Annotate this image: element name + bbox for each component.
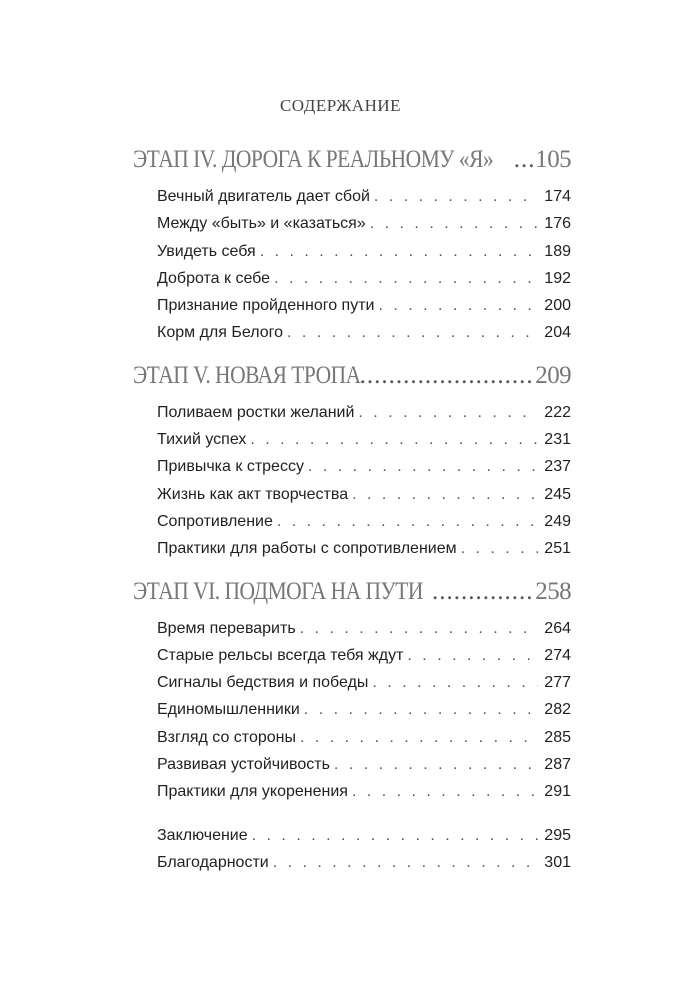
toc-entry[interactable] [157, 508, 571, 535]
toc-entry[interactable] [157, 615, 571, 642]
page-title: СОДЕРЖАНИЕ [279, 96, 402, 115]
toc-entry[interactable] [157, 535, 571, 562]
dot-leader [252, 822, 539, 849]
toc-entry[interactable] [157, 822, 571, 849]
toc-label: Между «быть» и «казаться» [157, 215, 366, 233]
page-number: 301 [544, 853, 571, 871]
page-number: 176 [544, 215, 571, 233]
page-number: 251 [544, 540, 571, 558]
dot-leader [374, 183, 538, 210]
dot-leader [360, 359, 534, 393]
dot-leader [514, 143, 534, 177]
toc-entry[interactable] [157, 751, 571, 778]
dot-leader [287, 319, 538, 346]
dot-leader [304, 696, 539, 723]
toc-entry[interactable] [157, 696, 571, 723]
toc-label: Практики для работы с сопротивлением [157, 540, 457, 558]
page-number: 291 [544, 783, 571, 801]
page-number: 258 [535, 577, 571, 605]
dot-leader [352, 778, 538, 805]
toc-label: Тихий успех [157, 431, 247, 449]
toc-entry[interactable] [157, 481, 571, 508]
page-number: 222 [544, 403, 571, 421]
toc-entry[interactable] [157, 319, 571, 346]
toc-label: ЭТАП V. НОВАЯ ТРОПА [133, 361, 361, 389]
toc-label: Доброта к себе [157, 269, 271, 287]
toc-entry[interactable] [157, 426, 571, 453]
dot-leader [273, 849, 539, 876]
toc-entry[interactable] [157, 238, 571, 265]
dot-leader [308, 453, 538, 480]
toc-label: Привычка к стрессу [157, 458, 304, 476]
toc-label: Взгляд со стороны [157, 728, 296, 746]
dot-leader [300, 615, 539, 642]
toc-label: Корм для Белого [157, 324, 284, 342]
page-number: 277 [544, 674, 571, 692]
toc-label: Единомышленники [157, 701, 300, 719]
page-number: 209 [535, 361, 571, 389]
toc-label: Сопротивление [157, 512, 273, 530]
toc-section [133, 575, 571, 806]
dot-leader [370, 210, 539, 237]
dot-leader [378, 292, 538, 319]
page-number: 237 [544, 458, 571, 476]
toc-label: Сигналы бедствия и победы [157, 674, 369, 692]
dot-leader [352, 481, 538, 508]
page-number: 287 [544, 756, 571, 774]
toc-label: Вечный двигатель дает сбой [157, 188, 370, 205]
page-number: 285 [544, 728, 571, 746]
toc-section [133, 359, 571, 563]
dot-leader [277, 508, 538, 535]
dot-leader [432, 575, 533, 609]
page-number: 282 [544, 701, 571, 719]
toc-label: Заключение [157, 826, 248, 844]
toc-label: Практики для укоренения [157, 783, 348, 801]
toc-entry[interactable] [157, 210, 571, 237]
page-number: 189 [544, 242, 571, 260]
toc-entry[interactable] [157, 849, 571, 876]
dot-leader [274, 265, 538, 292]
toc-label: Старые рельсы всегда тебя ждут [157, 646, 404, 664]
page-number: 295 [544, 826, 571, 844]
toc-section [133, 143, 571, 347]
toc-tail [133, 822, 571, 877]
page-number: 105 [535, 146, 571, 173]
dot-leader [250, 426, 538, 453]
page-number: 200 [544, 297, 571, 315]
page-number: 192 [544, 269, 571, 287]
page-number: 245 [544, 485, 571, 503]
dot-leader [407, 642, 538, 669]
dot-leader [372, 669, 538, 696]
dot-leader [334, 751, 538, 778]
page-number: 231 [544, 431, 571, 449]
toc-label: Время переварить [157, 619, 296, 637]
page-number: 249 [544, 512, 571, 530]
page-number: 264 [544, 619, 571, 637]
dot-leader [461, 535, 539, 562]
toc-entry[interactable] [157, 642, 571, 669]
page-number: 204 [544, 324, 571, 342]
toc-label: Жизнь как акт творчества [157, 485, 349, 503]
toc-label: Увидеть себя [157, 242, 256, 260]
section-heading[interactable] [133, 143, 571, 177]
toc-entry[interactable] [157, 453, 571, 480]
toc-entry[interactable] [157, 292, 571, 319]
section-heading[interactable] [133, 575, 571, 609]
dot-leader [260, 238, 539, 265]
toc-entry[interactable] [157, 669, 571, 696]
dot-leader [300, 724, 538, 751]
page-number: 274 [544, 646, 571, 664]
toc-label: Развивая устойчивость [157, 756, 330, 774]
toc-entry[interactable] [157, 724, 571, 751]
toc-entry[interactable] [157, 399, 571, 426]
toc-label: Поливаем ростки желаний [157, 403, 355, 421]
table-of-contents [133, 143, 571, 876]
toc-label: Признание пройденного пути [157, 297, 375, 315]
toc-label: ЭТАП IV. ДОРОГА К РЕАЛЬНОМУ «Я» [133, 146, 494, 173]
toc-label: Благодарности [157, 853, 269, 871]
dot-leader [358, 399, 538, 426]
toc-entry[interactable] [157, 183, 571, 210]
section-heading[interactable] [133, 359, 571, 393]
page-number: 174 [544, 188, 571, 205]
toc-label: ЭТАП VI. ПОДМОГА НА ПУТИ [133, 577, 423, 605]
toc-entry[interactable] [157, 265, 571, 292]
toc-entry[interactable] [157, 778, 571, 805]
